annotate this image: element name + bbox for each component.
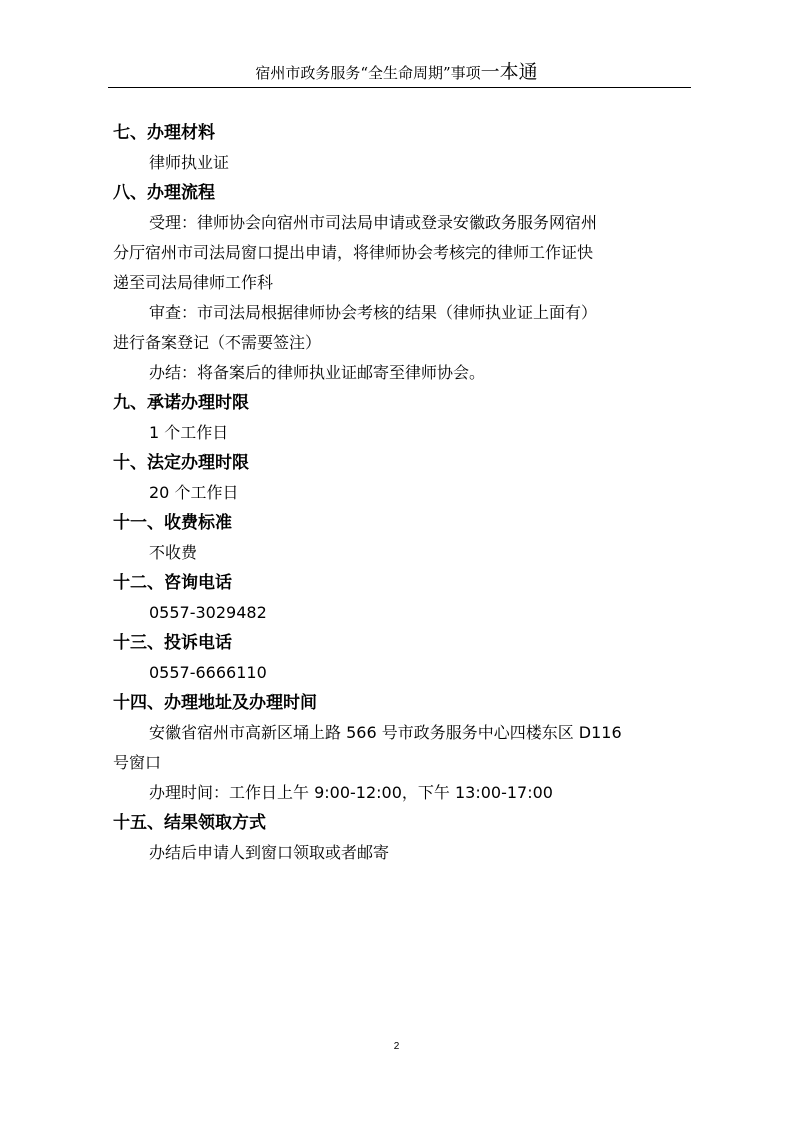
section-9-text: 1 个工作日 bbox=[149, 423, 229, 442]
section-7-text: 律师执业证 bbox=[149, 153, 230, 172]
section-14-line-3: 办理时间：工作日上午 9:00-12:00，下午 13:00-17:00 bbox=[149, 783, 553, 802]
section-10-heading: 十、法定办理时限 bbox=[113, 453, 249, 473]
section-8-line-2: 分厅宿州市司法局窗口提出申请，将律师协会考核完的律师工作证快 bbox=[113, 243, 594, 262]
section-14-line-2: 号窗口 bbox=[113, 753, 162, 772]
section-14-heading: 十四、办理地址及办理时间 bbox=[113, 693, 317, 713]
header-title-tail: 一本通 bbox=[480, 61, 538, 83]
section-14-line-1: 安徽省宿州市高新区埇上路 566 号市政务服务中心四楼东区 D116 bbox=[149, 723, 622, 742]
section-15-heading: 十五、结果领取方式 bbox=[113, 813, 266, 833]
section-12-heading: 十二、咨询电话 bbox=[113, 573, 232, 593]
section-13-text: 0557-6666110 bbox=[149, 663, 267, 682]
header-rule bbox=[108, 87, 691, 88]
header-title-main: 宿州市政务服务“全生命周期”事项 bbox=[255, 64, 481, 82]
section-15-text: 办结后申请人到窗口领取或者邮寄 bbox=[149, 843, 390, 862]
section-7-heading: 七、办理材料 bbox=[113, 123, 215, 143]
section-10-text: 20 个工作日 bbox=[149, 483, 239, 502]
section-9-heading: 九、承诺办理时限 bbox=[113, 393, 249, 413]
running-header bbox=[0, 62, 793, 83]
section-12-text: 0557-3029482 bbox=[149, 603, 267, 622]
section-13-heading: 十三、投诉电话 bbox=[113, 633, 232, 653]
section-8-line-3: 递至司法局律师工作科 bbox=[113, 273, 274, 292]
section-8-line-5: 进行备案登记（不需要签注） bbox=[113, 333, 322, 352]
section-8-line-6: 办结：将备案后的律师执业证邮寄至律师协会。 bbox=[149, 363, 486, 382]
section-8-heading: 八、办理流程 bbox=[113, 183, 215, 203]
section-11-text: 不收费 bbox=[149, 543, 198, 562]
section-8-line-4: 审查：市司法局根据律师协会考核的结果（律师执业证上面有） bbox=[149, 303, 598, 322]
section-8-line-1: 受理：律师协会向宿州市司法局申请或登录安徽政务服务网宿州 bbox=[149, 213, 598, 232]
section-11-heading: 十一、收费标准 bbox=[113, 513, 232, 533]
page-number: 2 bbox=[393, 1041, 400, 1052]
document-body bbox=[113, 118, 698, 868]
